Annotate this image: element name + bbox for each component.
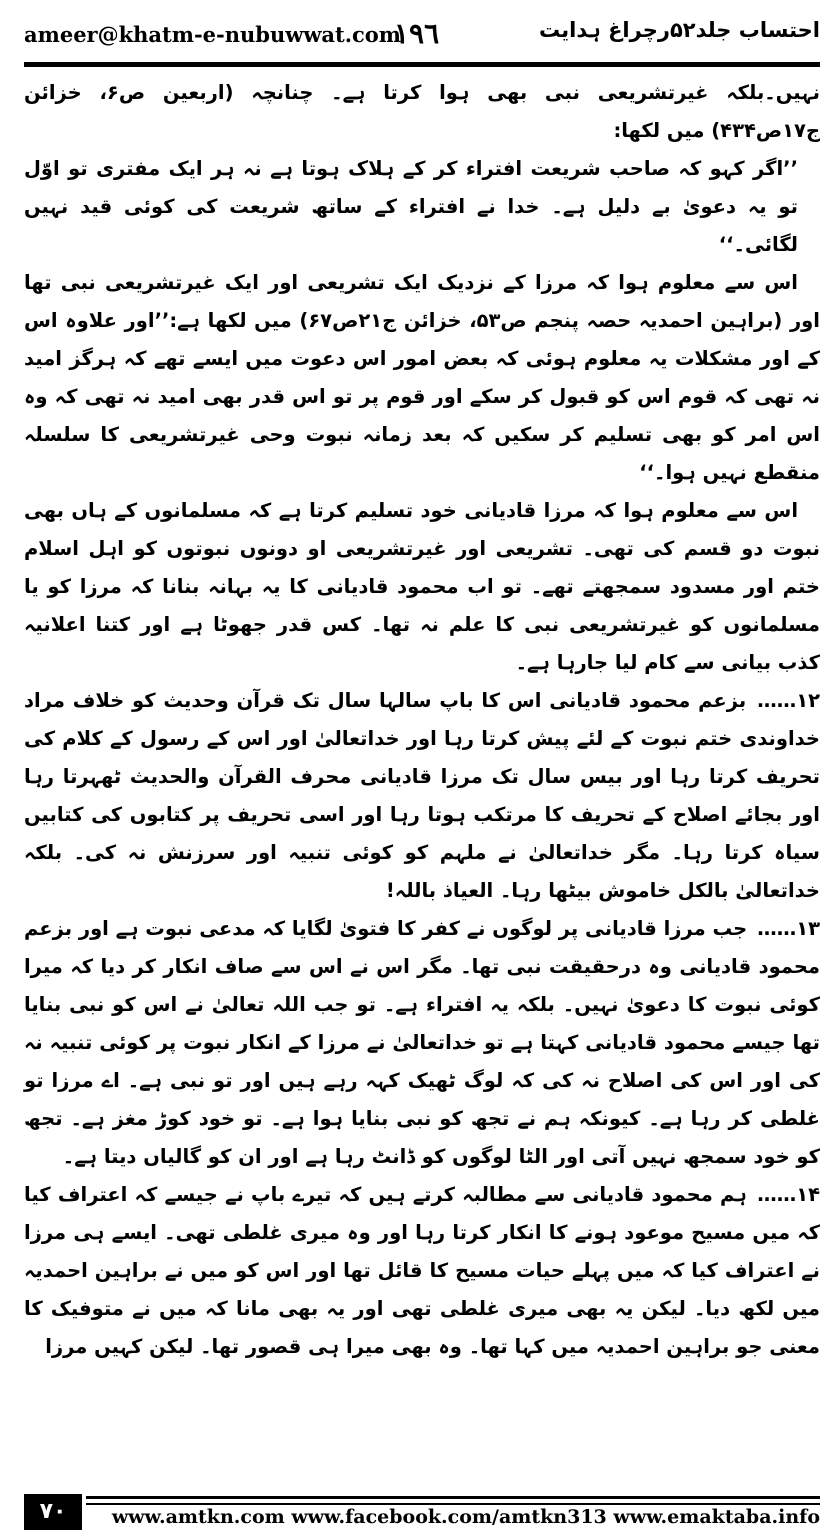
paragraph-text: بزعم محمود قادیانی اس کا باپ سالہا سال تک قرآن وحدیث کو خلاف مراد خداوندی ختم نبوت کے لئے پیش کرتا رہا اور خداتعالیٰ اور اس کے رسول کے کلام کی تحریف کرتا رہا اور بیس سال تک مرزا قادیانی محرف القرآن والحدیث ٹھہرتا رہا اور بجائے اصلاح کے تحریف کا مرتکب ہوتا رہا اور اسی تحریف پر کتابوں کی کتابیں سیاہ کرتا رہا۔ مگر خداتعالیٰ نے ملہم کو کوئی تنبیہ اور سرزنش نہ کی۔ بلکہ خداتعالیٰ بالکل خاموش بیٹھا رہا۔ العیاذ باللہ! [24, 689, 820, 902]
paragraph-number: ۱۴…… [757, 1183, 820, 1206]
paragraph-text: ہم محمود قادیانی سے مطالبہ کرتے ہیں کہ تیرے باپ نے جیسے کہ اعتراف کیا کہ میں مسیح موعود ہونے کا انکار کرتا رہا اور وہ میری غلطی تھی۔ ایسے ہی مرزا نے اعتراف کیا کہ میں پہلے حیات مسیح کا قائل تھا اور اس کو میں نے براہین احمدیہ میں لکھ دیا۔ لیکن یہ بھی میری غلطی تھی اور یہ بھی مانا کہ میں نے متوفیک کا معنی جو براہین احمدیہ میں کہا تھا۔ وہ بھی میرا ہی قصور تھا۔ لیکن کہیں مرزا [24, 1183, 820, 1358]
numbered-paragraph-14 [24, 1176, 820, 1366]
paragraph-number: ۱۳…… [757, 917, 820, 940]
paragraph-text: جب مرزا قادیانی پر لوگوں نے کفر کا فتویٰ لگایا کہ مدعی نبوت ہے اور بزعم محمود قادیانی وہ درحقیقت نبی تھا۔ مگر اس نے اس سے صاف انکار کر دیا کہ میرا کوئی نبوت کا دعویٰ نہیں۔ بلکہ یہ افتراء ہے۔ تو جب اللہ تعالیٰ نے اس کو نبی بنایا تھا جیسے محمود قادیانی کہتا ہے تو خداتعالیٰ نے مرزا کے انکار نبوت پر کوئی تنبیہ نہ کی اور اس کی اصلاح نہ کی کہ لوگ ٹھیک کہہ رہے ہیں اور تو نبی ہے۔ اے مرزا تو غلطی کر رہا ہے۔ کیونکہ ہم نے تجھ کو نبی بنایا ہوا ہے۔ تو خود کوڑ مغز ہے۔ تجھ کو خود سمجھ نہیں آتی اور الٹا لوگوں کو ڈانٹ رہا ہے اور ان کو گالیاں دیتا ہے۔ [23, 917, 820, 1168]
page-number: ١٩٦ [394, 17, 440, 50]
footer-websites: www.amtkn.com www.facebook.com/amtkn313 www.emaktaba.info [111, 1506, 820, 1528]
page-header [24, 14, 820, 58]
paragraph: نہیں۔بلکہ غیرتشریعی نبی بھی ہوا کرتا ہے۔ چنانچہ (اربعین ص۶، خزائن ج۱۷ص۴۳۴) میں لکھا: [24, 81, 820, 142]
paragraph-number: ۱۲…… [757, 689, 820, 712]
footer-page-label: ٧٠ [24, 1494, 82, 1530]
header-email: ameer@khatm-e-nubuwwat.com [24, 22, 402, 47]
footer-rule [86, 1503, 820, 1505]
numbered-paragraph-13 [24, 910, 820, 1176]
header-rule [24, 62, 820, 67]
quote-paragraph: ’’اگر کہو کہ صاحب شریعت افتراء کر کے ہلاک ہوتا ہے نہ ہر ایک مفتری تو اوّل تو یہ دعویٰ بے دلیل ہے۔ خدا نے افتراء کے ساتھ شریعت کی کوئی قید نہیں لگائی۔‘‘ [24, 157, 798, 256]
paragraph: اس سے معلوم ہوا کہ مرزا کے نزدیک ایک تشریعی اور ایک غیرتشریعی نبی تھا اور (براہین احمدیہ حصہ پنجم ص۵۳، خزائن ج۲۱ص۶۷) میں لکھا ہے:’’اور علاوہ اس کے اور مشکلات یہ معلوم ہوئی کہ بعض امور اس دعوت میں ایسے تھے کہ ہرگز امید نہ تھی کہ قوم اس کو قبول کر سکے اور قوم پر تو اس قدر بھی امید نہ تھی کہ وہ اس امر کو بھی تسلیم کر سکیں کہ بعد زمانہ نبوت وحی غیرتشریعی کا سلسلہ منقطع نہیں ہوا۔‘‘ [24, 271, 820, 484]
footer-rule [86, 1496, 820, 1499]
running-title: احتساب جلد۵۲رچراغ ہدایت [539, 18, 820, 42]
numbered-paragraph-12 [24, 682, 820, 910]
paragraph: اس سے معلوم ہوا کہ مرزا قادیانی خود تسلیم کرتا ہے کہ مسلمانوں کے ہاں بھی نبوت دو قسم کی تھی۔ تشریعی اور غیرتشریعی او دونوں نبوتوں کو اہل اسلام ختم اور مسدود سمجھتے تھے۔ تو اب محمود قادیانی کا یہ بہانہ بنانا کہ مرزا کو یا مسلمانوں کو غیرتشریعی نبی کا علم نہ تھا۔ کس قدر جھوٹا ہے اور کتنا اعلانیہ کذب بیانی سے کام لیا جارہا ہے۔ [24, 499, 820, 674]
page-body [24, 74, 820, 1366]
